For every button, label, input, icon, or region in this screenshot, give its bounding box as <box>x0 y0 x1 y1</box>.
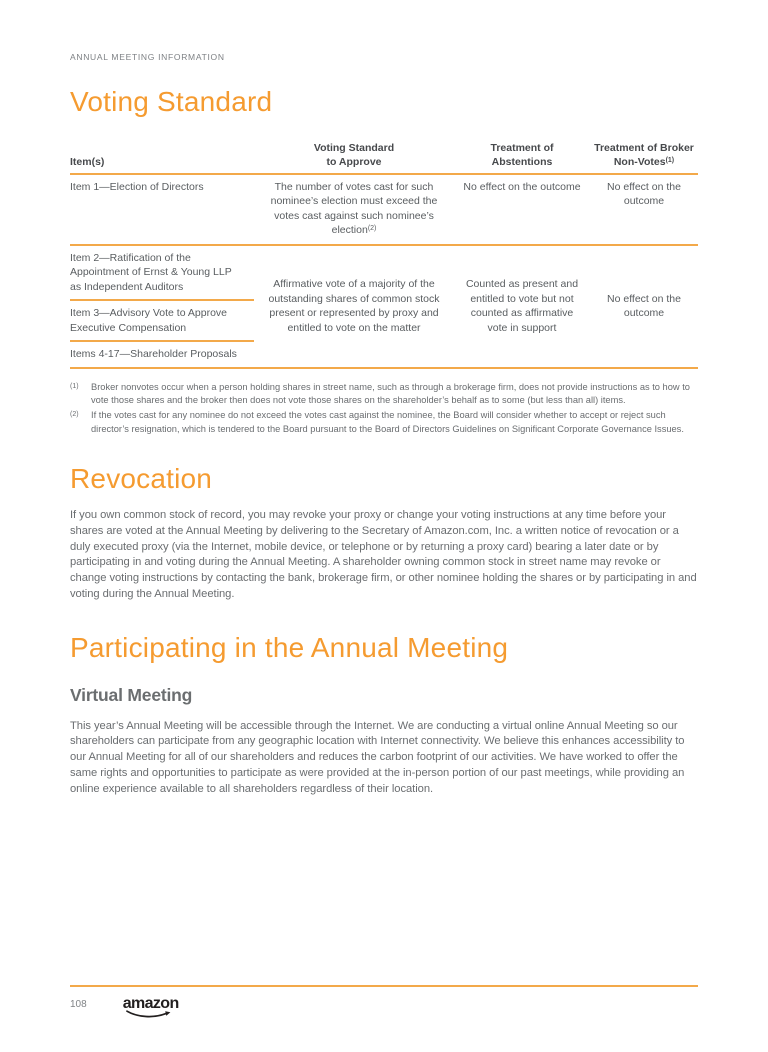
cell-group-abstentions: Counted as present and entitled to vote but not counted as affirmative vote in support <box>465 278 579 334</box>
col-header-abstentions: Treatment of Abstentions <box>490 142 554 169</box>
footnote-ref-1: (1) <box>665 157 675 165</box>
virtual-meeting-paragraph: This year’s Annual Meeting will be accessible through the Internet. We are conducting a virtual online Annual Meeting so our shareholders can participate from any geographic location with Internet connectivity. We believe this enhances accessibility to our Annual Meeting for all of our shareholders and reduces the carbon footprint of our activities. We have worked to offer the same rights and opportunities to participate as were provided at the in-person portion of our past meetings, while providing an online experience available to all shareholders regardless of their location. <box>70 719 685 795</box>
cell-group-broker: No effect on the outcome <box>607 292 681 320</box>
participating-title: Participating in the Annual Meeting <box>70 631 509 663</box>
footer-rule <box>70 985 698 987</box>
amazon-logo <box>123 996 179 1019</box>
cell-item3-label: Item 3—Advisory Vote to Approve Executive Compensation <box>70 301 254 342</box>
table-footnotes <box>70 381 698 436</box>
col-header-items: Item(s) <box>70 156 105 169</box>
cell-item1-broker: No effect on the outcome <box>607 180 681 208</box>
footnote-1-marker: (1) <box>70 382 79 390</box>
page-number: 108 <box>70 999 87 1010</box>
virtual-meeting-subtitle: Virtual Meeting <box>70 684 193 705</box>
voting-standard-table <box>70 141 698 369</box>
footnote-ref-2: (2) <box>367 225 377 233</box>
revocation-title: Revocation <box>70 462 213 494</box>
col-header-voting-standard: Voting Standard to Approve <box>313 142 395 169</box>
cell-items4-17-label: Items 4-17—Shareholder Proposals <box>70 348 237 361</box>
footnote-2 <box>70 409 698 436</box>
table-rowgroup-items2-17 <box>70 246 698 369</box>
revocation-paragraph: If you own common stock of record, you may revoke your proxy or change your voting instructions at any time before your shares are voted at the Annual Meeting by delivering to the Secretary of Amazon.com, Inc. a written notice of revocation or a duly executed proxy (via the Internet, mobile device, or telephone or by returning a proxy card) bearing a later date or by participating in and voting during the Annual Meeting. A shareholder owning common stock in street name may revoke or change voting instructions by contacting the bank, brokerage firm, or other nominee holding the shares or by participating in and voting during the Annual Meeting. <box>70 508 697 600</box>
rowgroup-item-labels <box>70 246 254 367</box>
table-header-row <box>70 141 698 175</box>
cell-group-standard: Affirmative vote of a majority of the outstanding shares of common stock present or represented by proxy and entitled to vote on the matter <box>268 278 440 334</box>
voting-standard-title: Voting Standard <box>70 86 273 117</box>
footnote-2-text: If the votes cast for any nominee do not exceed the votes cast against the nominee, the Board will consider whether to accept or reject such director’s resignation, which is tendered to the Board pursuant to the Board of Directors Guidelines on Significant Corporate Governance Issues. <box>91 410 684 434</box>
col-header-broker-nonvotes: Treatment of Broker Non-Votes$^{(1)}$ <box>594 142 694 169</box>
cell-item1-label: Item 1—Election of Directors <box>70 180 204 193</box>
footnote-2-marker: (2) <box>70 411 79 419</box>
cell-item2-label: Item 2—Ratification of the Appointment of Ernst & Young LLP as Independent Auditors <box>70 246 254 301</box>
amazon-logo-text: amazon <box>122 995 179 1012</box>
page-eyebrow: ANNUAL MEETING INFORMATION <box>70 52 225 62</box>
page-content <box>0 52 768 798</box>
page-footer <box>70 996 179 1019</box>
footnote-1 <box>70 381 698 408</box>
cell-item1-abstentions: No effect on the outcome <box>463 180 581 193</box>
footnote-1-text: Broker nonvotes occur when a person holding shares in street name, such as through a brokerage firm, does not provide instructions as to how to vote those shares and the broker then does not vote those shares on the shareholder’s behalf as to some (but less than all) items. <box>91 381 690 406</box>
cell-item1-standard: The number of votes cast for such nominee’s election must exceed the votes cast against such nominee’s election$^{(2)}$ <box>270 180 438 237</box>
table-row-item1 <box>70 175 698 246</box>
